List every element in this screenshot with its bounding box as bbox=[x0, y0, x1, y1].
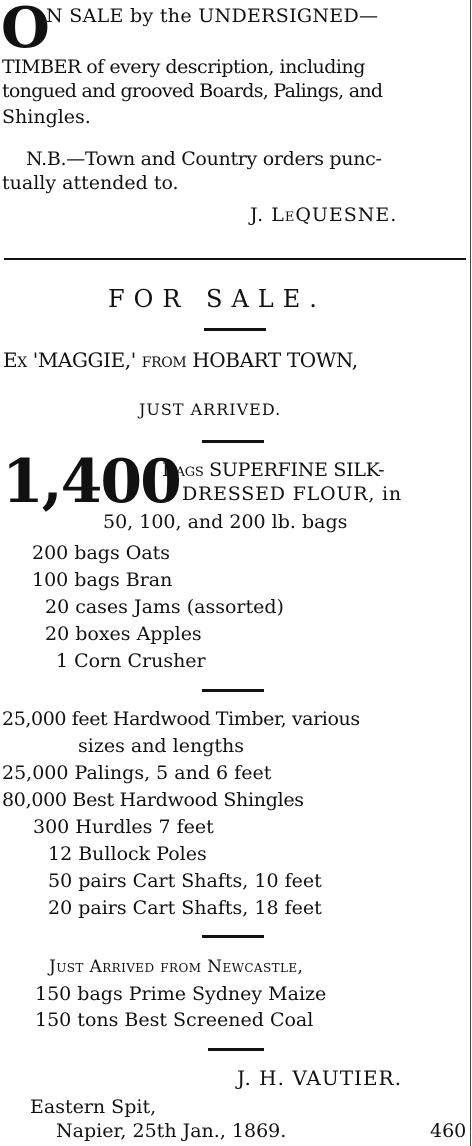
goods-item: 80,000 Best Hardwood Shingles bbox=[2, 789, 304, 811]
drop-cap: O bbox=[1, 0, 50, 61]
ad-number: 460 bbox=[430, 1120, 467, 1142]
ad2-date: Napier, 25th Jan., 1869. bbox=[56, 1120, 287, 1142]
column-edge-line bbox=[470, 0, 471, 1146]
goods-item: 25,000 feet Hardwood Timber, various bbox=[2, 708, 360, 730]
flour-line-1: Bags SUPERFINE SILK- bbox=[162, 459, 385, 481]
just-arrived-label: JUST ARRIVED. bbox=[139, 400, 282, 419]
flour-line-3: 50, 100, and 200 lb. bags bbox=[103, 511, 348, 533]
goods-item: 150 bags Prime Sydney Maize bbox=[35, 983, 327, 1005]
short-rule bbox=[202, 935, 264, 938]
ad1-line-6: tually attended to. bbox=[2, 172, 179, 194]
goods-item: 20 boxes Apples bbox=[45, 623, 202, 645]
goods-item: 200 bags Oats bbox=[32, 542, 171, 564]
flour-line-2: DRESSED FLOUR, in bbox=[182, 483, 402, 505]
goods-item: 100 bags Bran bbox=[32, 569, 173, 591]
short-rule bbox=[202, 689, 264, 692]
short-rule bbox=[204, 328, 266, 331]
ad1-signature: J. LeQUESNE. bbox=[250, 204, 398, 226]
ad1-line-5: N.B.—Town and Country orders punc- bbox=[26, 148, 382, 170]
for-sale-heading: FOR SALE. bbox=[108, 285, 326, 313]
short-rule bbox=[208, 1048, 264, 1051]
flour-quantity: 1,400 bbox=[2, 447, 180, 517]
goods-item: 20 pairs Cart Shafts, 18 feet bbox=[48, 897, 322, 919]
short-rule bbox=[202, 440, 264, 443]
ad1-line-2: TIMBER of every description, including bbox=[2, 56, 365, 78]
goods-item: 300 Hurdles 7 feet bbox=[33, 816, 214, 838]
ad2-signature: J. H. VAUTIER. bbox=[237, 1066, 402, 1090]
goods-item: 50 pairs Cart Shafts, 10 feet bbox=[48, 870, 322, 892]
goods-item: 150 tons Best Screened Coal bbox=[35, 1009, 314, 1031]
newcastle-heading: Just Arrived from Newcastle, bbox=[49, 957, 304, 977]
ship-origin-line: Ex 'MAGGIE,' from HOBART TOWN, bbox=[3, 348, 358, 372]
goods-item: sizes and lengths bbox=[78, 735, 244, 757]
ad2-place: Eastern Spit, bbox=[30, 1096, 157, 1118]
goods-item: 20 cases Jams (assorted) bbox=[45, 596, 284, 618]
ad1-line-3: tongued and grooved Boards, Palings, and bbox=[2, 80, 383, 102]
section-divider bbox=[4, 258, 466, 260]
goods-item: 25,000 Palings, 5 and 6 feet bbox=[2, 762, 272, 784]
goods-item: 1 Corn Crusher bbox=[56, 650, 206, 672]
ad1-line-1: N SALE by the UNDERSIGNED— bbox=[46, 5, 379, 27]
ad1-line-4: Shingles. bbox=[2, 106, 91, 128]
goods-item: 12 Bullock Poles bbox=[48, 843, 207, 865]
